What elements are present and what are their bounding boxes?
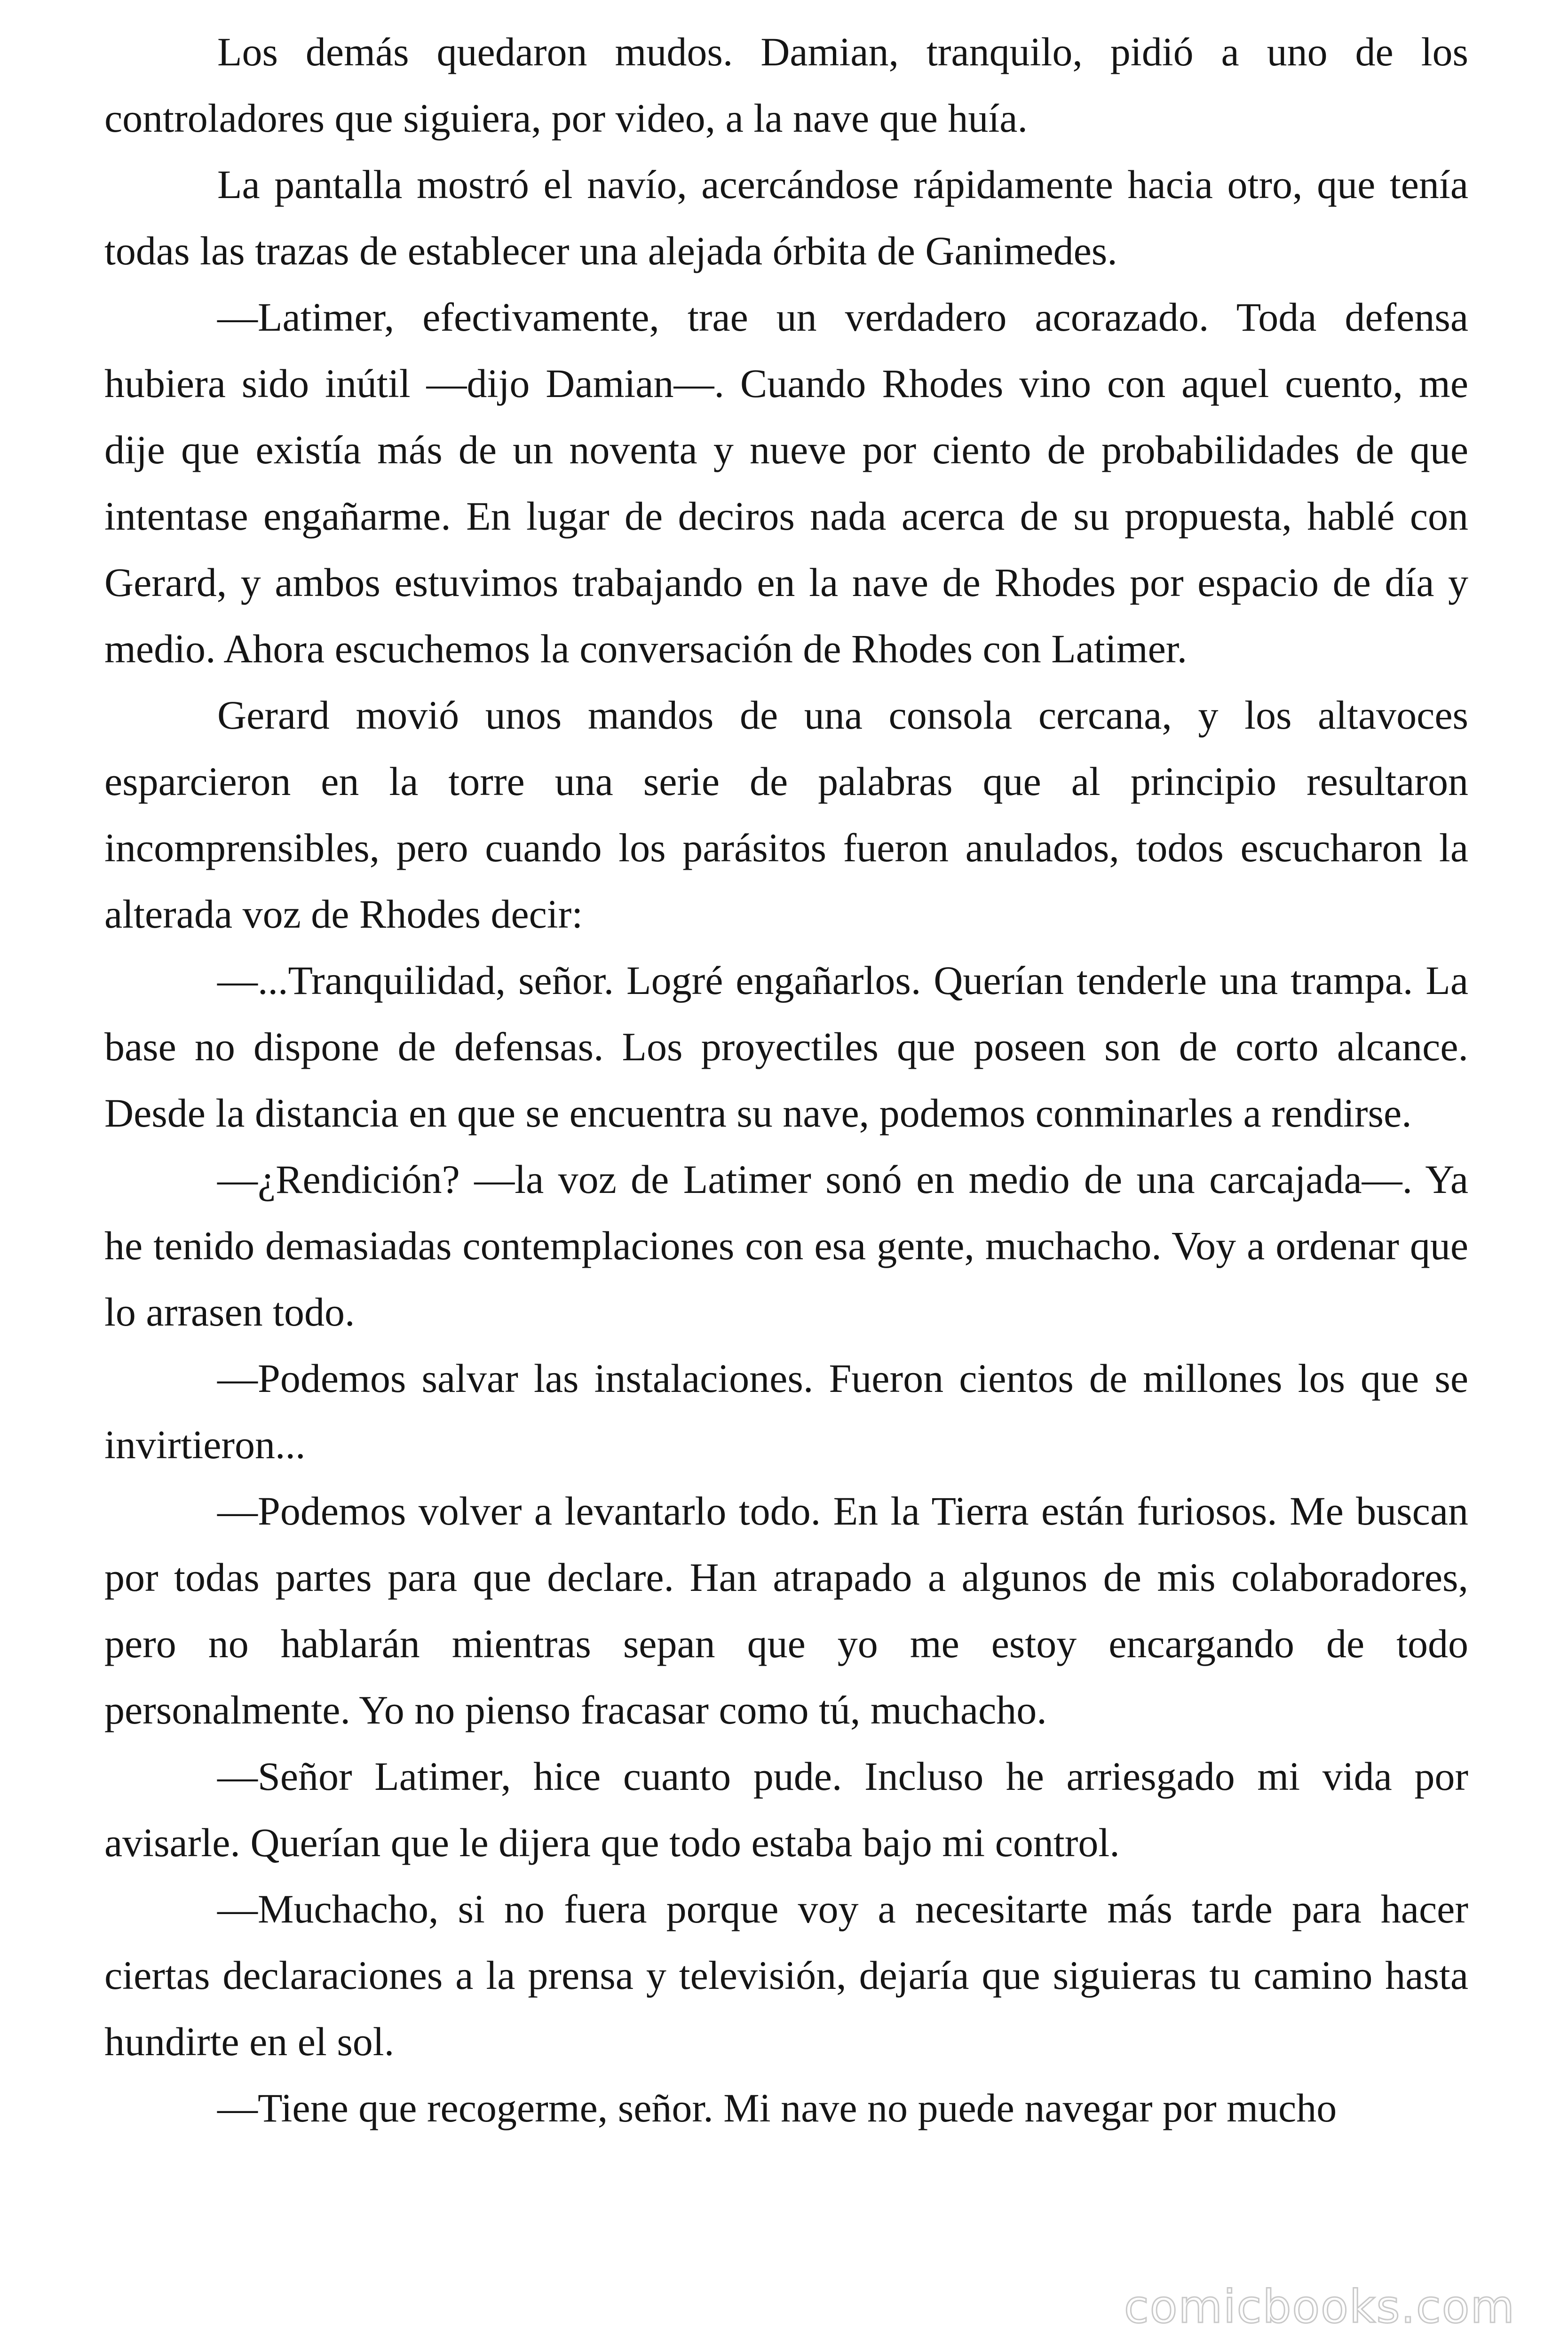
paragraph: Gerard movió unos mandos de una consola cercana, y los altavoces esparcieron en la torre una serie de palabras que al principio resultaron incomprensibles, pero cuando los parásitos fueron anulados, todos escucharon la alterada voz de Rhodes decir: xyxy=(104,692,1468,937)
paragraph: —Muchacho, si no fuera porque voy a necesitarte más tarde para hacer ciertas declaraciones a la prensa y televisión, dejaría que siguieras tu camino hasta hundirte en el sol. xyxy=(104,1886,1468,2064)
paragraph: —Podemos volver a levantarlo todo. En la Tierra están furiosos. Me buscan por todas partes para que declare. Han atrapado a algunos de mis colaboradores, pero no hablarán mientras sepan que yo me estoy encargando de todo personalmente. Yo no pienso fracasar como tú, muchacho. xyxy=(104,1488,1468,1732)
watermark: comicbooks.com xyxy=(1124,2280,1515,2333)
paragraph: La pantalla mostró el navío, acercándose rápidamente hacia otro, que tenía todas las trazas de establecer una alejada órbita de Ganimedes. xyxy=(104,162,1468,273)
page-text xyxy=(104,19,1468,2141)
paragraph: —Señor Latimer, hice cuanto pude. Incluso he arriesgado mi vida por avisarle. Querían que le dijera que todo estaba bajo mi control. xyxy=(104,1754,1468,1865)
paragraph: —...Tranquilidad, señor. Logré engañarlos. Querían tenderle una trampa. La base no dispone de defensas. Los proyectiles que poseen son de corto alcance. Desde la distancia en que se encuentra su nave, podemos conminarles a rendirse. xyxy=(104,958,1468,1136)
paragraph: Los demás quedaron mudos. Damian, tranquilo, pidió a uno de los controladores que siguiera, por video, a la nave que huía. xyxy=(104,29,1468,141)
paragraph: —Latimer, efectivamente, trae un verdadero acorazado. Toda defensa hubiera sido inútil —dijo Damian—. Cuando Rhodes vino con aquel cuento, me dije que existía más de un noventa y nueve por ciento de probabilidades de que intentase engañarme. En lugar de deciros nada acerca de su propuesta, hablé con Gerard, y ambos estuvimos trabajando en la nave de Rhodes por espacio de día y medio. Ahora escuchemos la conversación de Rhodes con Latimer. xyxy=(104,294,1468,671)
paragraph: —Tiene que recogerme, señor. Mi nave no puede navegar por mucho xyxy=(217,2085,1337,2130)
paragraph: —¿Rendición? —la voz de Latimer sonó en medio de una carcajada—. Ya he tenido demasiadas contemplaciones con esa gente, muchacho. Voy a ordenar que lo arrasen todo. xyxy=(104,1157,1468,1335)
paragraph: —Podemos salvar las instalaciones. Fueron cientos de millones los que se invirtieron... xyxy=(104,1356,1468,1467)
